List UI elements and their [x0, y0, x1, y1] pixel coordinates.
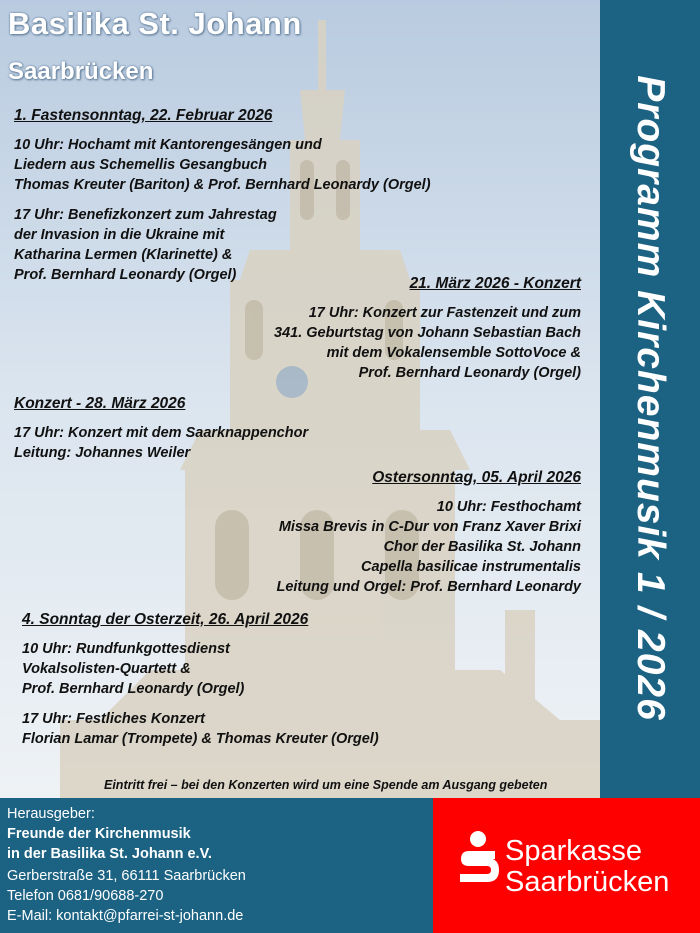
publisher-address: Gerberstraße 31, 66111 Saarbrücken — [7, 868, 246, 884]
event-block — [276, 468, 581, 597]
event-line: 10 Uhr: Rundfunkgottesdienst — [22, 641, 230, 657]
publisher-email: E-Mail: kontakt@pfarrei-st-johann.de — [7, 908, 244, 924]
admission-note: Eintritt frei – bei den Konzerten wird um eine Spende am Ausgang gebeten — [104, 778, 548, 792]
event-line: 10 Uhr: Festhochamt — [436, 499, 581, 515]
event-block — [14, 394, 308, 463]
event-line: Leitung: Johannes Weiler — [14, 445, 191, 461]
event-line: Vokalsolisten-Quartett & — [22, 661, 191, 677]
page-subtitle: Saarbrücken — [8, 58, 154, 85]
sponsor-name-line: Sparkasse — [505, 835, 643, 867]
event-line: Katharina Lermen (Klarinette) & — [14, 247, 233, 263]
page-title: Basilika St. Johann — [8, 6, 302, 41]
publisher-org: in der Basilika St. Johann e.V. — [7, 846, 212, 862]
event-line: 17 Uhr: Konzert mit dem Saarknappenchor — [14, 425, 309, 441]
event-line: Florian Lamar (Trompete) & Thomas Kreuter (Orgel) — [22, 731, 379, 747]
event-heading: 21. März 2026 - Konzert — [409, 275, 581, 292]
event-line: 341. Geburtstag von Johann Sebastian Bach — [274, 325, 581, 341]
event-line: Liedern aus Schemellis Gesangbuch — [14, 157, 268, 173]
event-heading: 4. Sonntag der Osterzeit, 26. April 2026 — [22, 611, 309, 628]
event-line: 17 Uhr: Festliches Konzert — [22, 711, 205, 727]
event-heading: Konzert - 28. März 2026 — [14, 395, 186, 412]
event-block — [22, 610, 379, 749]
event-heading: 1. Fastensonntag, 22. Februar 2026 — [14, 107, 273, 124]
publisher-phone: Telefon 0681/90688-270 — [7, 888, 164, 904]
sponsor-name-line: Saarbrücken — [505, 866, 670, 898]
event-line: 17 Uhr: Benefizkonzert zum Jahrestag — [14, 207, 277, 223]
event-line: Prof. Bernhard Leonardy (Orgel) — [14, 267, 237, 283]
event-line: Thomas Kreuter (Bariton) & Prof. Bernhard Leonardy (Orgel) — [14, 177, 431, 193]
event-line: Chor der Basilika St. Johann — [383, 539, 581, 555]
sponsor-panel — [433, 798, 700, 933]
event-line: Prof. Bernhard Leonardy (Orgel) — [358, 365, 581, 381]
event-line: der Invasion in die Ukraine mit — [14, 227, 225, 243]
event-line: 17 Uhr: Konzert zur Fastenzeit und zum — [308, 305, 581, 321]
event-heading: Ostersonntag, 05. April 2026 — [372, 469, 581, 486]
event-block — [14, 106, 431, 285]
publisher-footer — [0, 798, 433, 933]
event-line: Leitung und Orgel: Prof. Bernhard Leonardy — [276, 579, 581, 595]
side-banner-text: Programm Kirchenmusik 1 / 2026 — [629, 75, 672, 721]
publisher-label: Herausgeber: — [7, 806, 95, 822]
sponsor-name — [505, 836, 669, 898]
event-line: Prof. Bernhard Leonardy (Orgel) — [22, 681, 245, 697]
event-line: Capella basilicae instrumentalis — [360, 559, 581, 575]
event-line: Missa Brevis in C-Dur von Franz Xaver Brixi — [278, 519, 581, 535]
event-block — [274, 274, 581, 383]
event-line: 10 Uhr: Hochamt mit Kantorengesängen und — [14, 137, 322, 153]
publisher-org: Freunde der Kirchenmusik — [7, 826, 191, 842]
event-line: mit dem Vokalensemble SottoVoce & — [326, 345, 581, 361]
sparkasse-logo-icon — [455, 830, 501, 892]
